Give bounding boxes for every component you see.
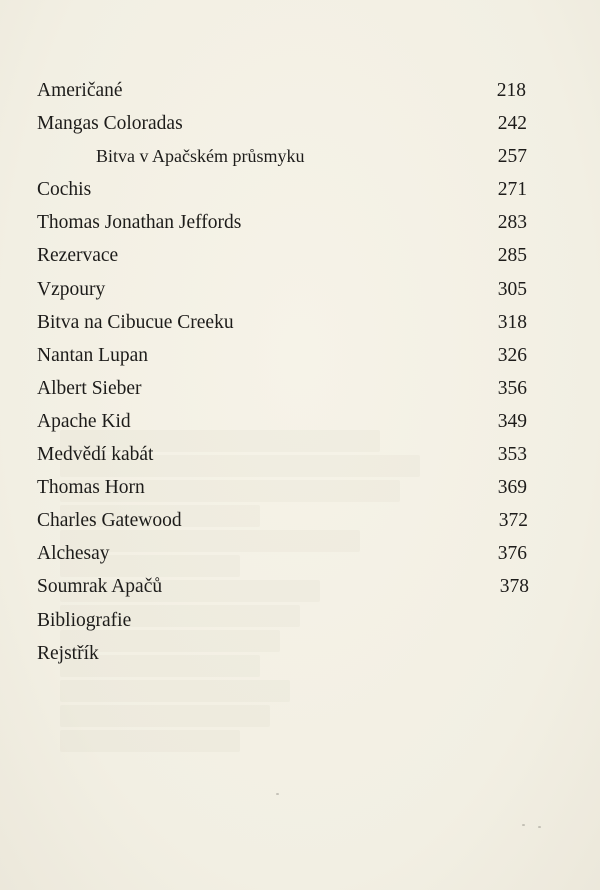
toc-entry-title: Soumrak Apačů [37,576,163,598]
toc-entry-title: Rezervace [37,245,119,267]
toc-entry-page-number: 271 [497,179,527,201]
toc-entry [0,273,600,306]
toc-entry-page-number: 218 [496,80,526,101]
toc-entry [0,239,600,272]
toc-entry-title: Bibliografie [37,609,132,631]
toc-entry-page-number: 378 [499,576,529,598]
toc-entry-title: Thomas Horn [37,477,145,499]
toc-entry [0,173,600,206]
toc-entry-page-number: 285 [497,245,527,267]
toc-entry [0,372,600,405]
toc-entry-title: Bitva v Apačském průsmyku [96,146,305,167]
toc-entry [0,537,600,570]
toc-entry [0,140,600,173]
toc-entry-title: Vzpoury [37,278,106,300]
toc-entry-page-number: 318 [497,311,527,333]
toc-entry [0,405,600,438]
table-of-contents [0,74,600,670]
toc-entry-title: Rejstřík [37,642,99,664]
toc-entry-title: Cochis [37,179,92,201]
paper-speck [276,793,279,795]
toc-entry-page-number: 372 [498,510,528,532]
toc-entry [0,570,600,603]
toc-entry-page-number: 305 [497,278,527,300]
toc-entry-page-number: 326 [497,344,527,366]
toc-entry-title: Apache Kid [37,410,131,432]
toc-entry-page-number: 257 [497,146,527,168]
toc-entry [0,637,600,670]
toc-entry-title: Mangas Coloradas [37,113,183,135]
toc-entry-page-number: 349 [497,410,527,432]
toc-entry-page-number: 369 [497,477,527,499]
toc-entry [0,339,600,372]
paper-speck [522,824,525,826]
toc-entry [0,471,600,504]
paper-speck [538,826,541,828]
toc-entry [0,74,600,107]
toc-entry [0,504,600,537]
toc-entry [0,107,600,140]
toc-entry-page-number: 283 [497,212,527,234]
toc-entry [0,306,600,339]
toc-entry [0,206,600,239]
toc-entry-title: Bitva na Cibucue Creeku [37,311,234,333]
toc-entry-title: Alchesay [37,543,110,565]
toc-entry-title: Albert Sieber [37,377,142,399]
toc-entry [0,604,600,637]
toc-entry-page-number: 356 [497,377,527,399]
toc-entry-title: Medvědí kabát [37,444,154,466]
toc-entry-title: Nantan Lupan [37,344,149,366]
toc-entry-page-number: 353 [497,444,527,466]
toc-entry-title: Thomas Jonathan Jeffords [37,212,242,234]
toc-entry [0,438,600,471]
toc-entry-page-number: 242 [497,113,527,135]
toc-entry-title: Charles Gatewood [37,510,182,532]
toc-entry-page-number: 376 [497,543,527,565]
toc-entry-title: Američané [37,80,123,101]
